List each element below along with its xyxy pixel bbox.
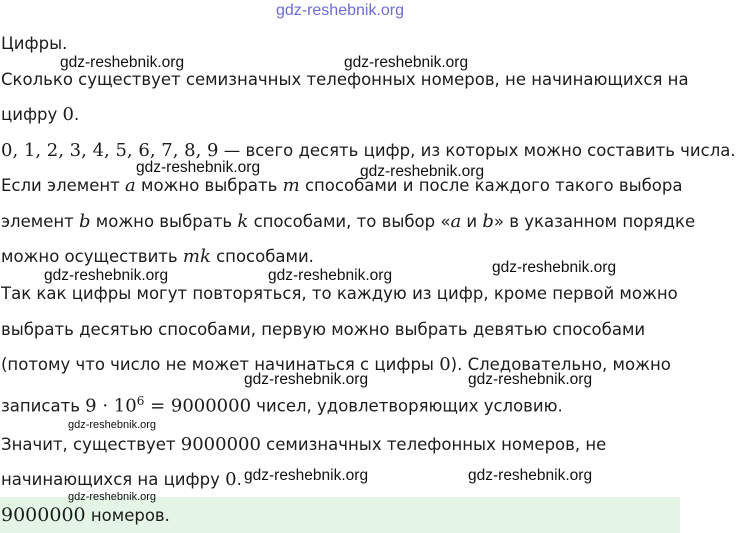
formula-result: = 9000000 [144,395,252,417]
conclusion-text: Значит, существует [1,435,181,454]
watermark: gdz-reshebnik.org [468,371,593,388]
var-mk: mk [182,246,211,267]
watermark: gdz-reshebnik.org [492,259,617,276]
digit-zero: 0 [439,354,451,375]
solution-text: ). Следовательно, можно [450,355,671,374]
watermark: gdz-reshebnik.org [68,491,157,503]
rule-text: способами, то выбор « [248,212,451,231]
solution-text: чисел, удовлетворяющих условию. [251,396,563,416]
watermark: gdz-reshebnik.org [244,467,369,484]
rule-text: можно осуществить [1,247,183,266]
conclusion-line-2 [1,469,242,491]
digits-text: — всего десять цифр, из которых можно составить числа. [218,141,736,160]
rule-text: и [461,212,483,231]
digits-math: 0, 1, 2, 3, 4, 5, 6, 7, 8, 9 [1,140,219,161]
solution-text: записать [1,396,86,416]
question-line-1: Сколько существует семизначных телефонных номеров, не начинающихся на [1,70,689,89]
conclusion-text: . [236,470,242,489]
formula-base: 9 · 10 [85,395,137,417]
watermark: gdz-reshebnik.org [44,267,169,284]
answer-number: 9000000 [1,504,86,526]
watermark: gdz-reshebnik.org [360,163,485,180]
rule-text: можно выбрать [135,176,283,195]
rule-text: Если элемент [1,176,126,195]
conclusion-text: семизначных телефонных номеров, не [260,435,607,454]
formula-exponent: 6 [136,394,145,408]
var-b: b [79,211,91,232]
conclusion-line-1 [1,434,606,456]
solution-line-1: Так как цифры могут повторяться, то каждую из цифр, кроме первой можно [1,284,678,303]
digit-zero: 0 [225,469,237,490]
question-line-2 [1,104,79,126]
watermark: gdz-reshebnik.org [468,467,593,484]
conclusion-number: 9000000 [180,434,261,455]
site-header[interactable]: gdz-reshebnik.org [275,2,405,19]
conclusion-text: начинающихся на цифру [1,470,226,489]
digits-line [1,140,736,162]
rule-line-2 [1,211,695,233]
watermark: gdz-reshebnik.org [68,419,157,431]
rule-text: можно выбрать [90,212,238,231]
watermark: gdz-reshebnik.org [136,159,261,176]
var-b: b [482,211,494,232]
question-cont: цифру [1,105,63,124]
answer-text: номеров. [85,506,170,525]
rule-text: » в указанном порядке [493,212,696,231]
rule-text: элемент [1,212,79,231]
question-digit: 0 [62,104,74,125]
answer-line [1,504,170,527]
solution-line-2: выбрать десятью способами, первую можно выбрать девятью способами [1,320,646,339]
rule-line-3 [1,246,314,268]
question-end: . [74,105,80,124]
heading: Цифры. [1,34,68,53]
solution-text: (потому что число не может начинаться с цифры [1,355,440,374]
var-m: m [282,175,300,196]
watermark: gdz-reshebnik.org [268,267,393,284]
rule-text: способами и после каждого такого выбора [299,176,683,195]
watermark: gdz-reshebnik.org [60,54,185,71]
var-k: k [237,211,249,232]
var-a: a [125,175,136,196]
rule-text: способами. [210,247,314,266]
solution-line-4 [1,390,563,418]
var-a: a [450,211,462,232]
watermark: gdz-reshebnik.org [344,54,469,71]
watermark: gdz-reshebnik.org [244,371,369,388]
rule-line-1 [1,175,683,197]
